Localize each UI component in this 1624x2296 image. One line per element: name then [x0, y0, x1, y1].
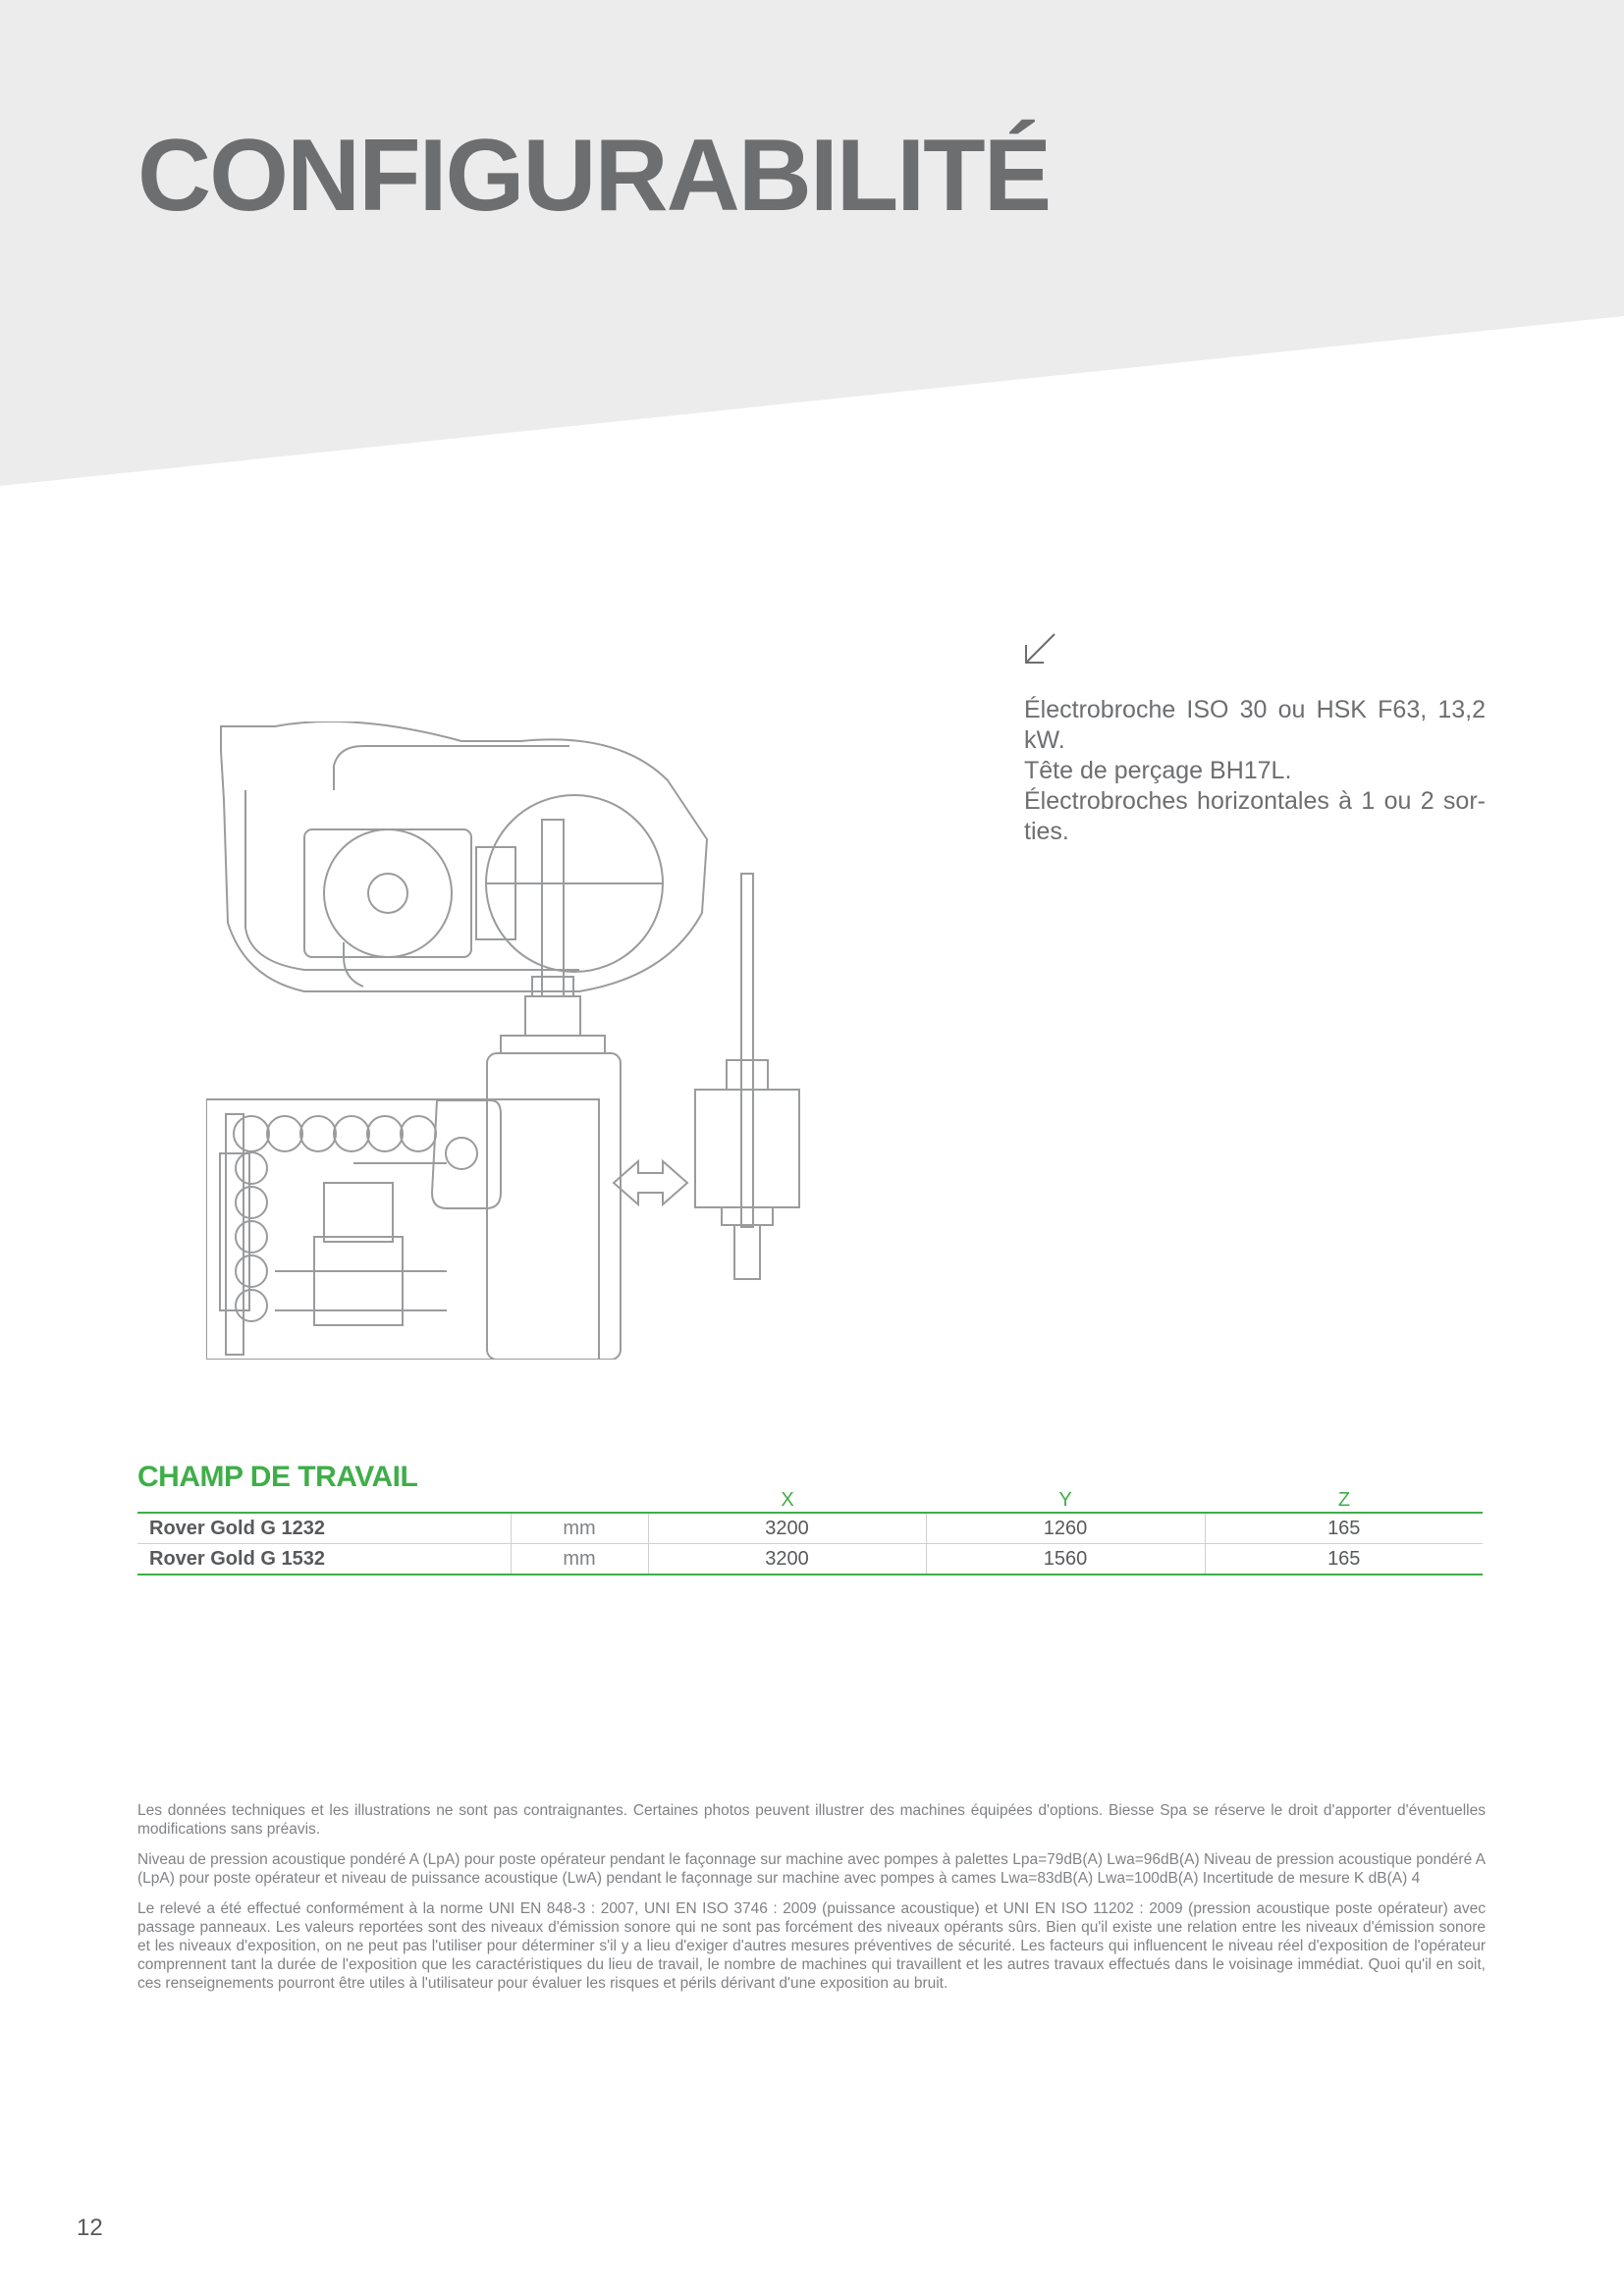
work-area-title: CHAMP DE TRAVAIL [137, 1461, 418, 1493]
model-cell: Rover Gold G 1232 [149, 1517, 325, 1539]
spec-line: Tête de perçage BH17L. [1024, 757, 1292, 784]
column-header-x: X [781, 1489, 794, 1511]
z-value-cell: 165 [1205, 1513, 1483, 1544]
table-row [137, 1513, 1483, 1544]
table-row [137, 1544, 1483, 1575]
unit-cell: mm [511, 1513, 648, 1544]
spec-line: Électrobroches horizontales à 1 ou 2 sor-ties. [1024, 787, 1486, 845]
column-header-z: Z [1337, 1489, 1351, 1511]
x-value-cell: 3200 [648, 1513, 926, 1544]
acoustic-pressure-paragraph: Niveau de pression acoustique pondéré A (LpA) pour poste opérateur pendant le façonnage sur machine avec pompes à palettes Lpa=79dB(A) Lwa=96dB(A) Niveau de pression acoustique pondéré A (LpA) pour poste opérateur et niveau de puissance acoustique (LwA) pendant le façonnage sur machine avec pompes à cames Lwa=83dB(A) Lwa=100dB(A) Incertitude de mesure K dB(A) 4 [137, 1851, 1486, 1887]
header-band [0, 0, 1624, 491]
y-value-cell: 1260 [926, 1513, 1205, 1544]
column-header-y: Y [1058, 1489, 1072, 1511]
page-title: CONFIGURABILITÉ [137, 119, 1051, 233]
x-value-cell: 3200 [648, 1544, 926, 1575]
model-cell: Rover Gold G 1532 [137, 1544, 511, 1575]
arrow-down-left-icon [1021, 630, 1060, 669]
page-number: 12 [77, 2215, 103, 2241]
drilling-head-drawing [206, 721, 1188, 1360]
measurement-standard-paragraph: Le relevé a été effectué conformément à la norme UNI EN 848-3 : 2007, UNI EN ISO 3746 : 2009 (puissance acoustique) et UNI EN ISO 11202 : 2009 (pression acoustique poste opérateur) avec passage panneaux. Les valeurs reportées sont des niveaux d'émission sonore qui ne sont pas forcément des niveaux opérants sûrs. Bien qu'il existe une relation entre les niveaux d'émission sonore et les niveaux d'exposition, on ne peut pas l'utiliser pour déterminer s'il y a lieu d'exiger d'autres mesures préventives de sécurité. Les facteurs qui influencent le niveau réel d'exposition de l'opérateur comprennent tant la durée de l'exposition que les caractéristiques du lieu de travail, le nombre de machines qui travaillent et les autres travaux effectués dans le voisinage immédiat. Quoi qu'il en soit, ces renseignements pourront être utiles à l'utilisateur pour évaluer les risques et périls dérivant d'une exposition au bruit. [137, 1900, 1486, 1992]
spec-line: Électrobroche ISO 30 ou HSK F63, 13,2 kW. [1024, 696, 1486, 754]
disclaimer-notes [137, 1801, 1486, 2004]
work-area-table [137, 1512, 1483, 1575]
z-value-cell: 165 [1205, 1544, 1483, 1575]
disclaimer-paragraph: Les données techniques et les illustrations ne sont pas contraignantes. Certaines photos peuvent illustrer des machines équipées d'options. Biesse Spa se réserve le droit d'apporter d'éventuelles modifications sans préavis. [137, 1802, 1486, 1838]
unit-cell: mm [511, 1544, 648, 1575]
y-value-cell: 1560 [926, 1544, 1205, 1575]
